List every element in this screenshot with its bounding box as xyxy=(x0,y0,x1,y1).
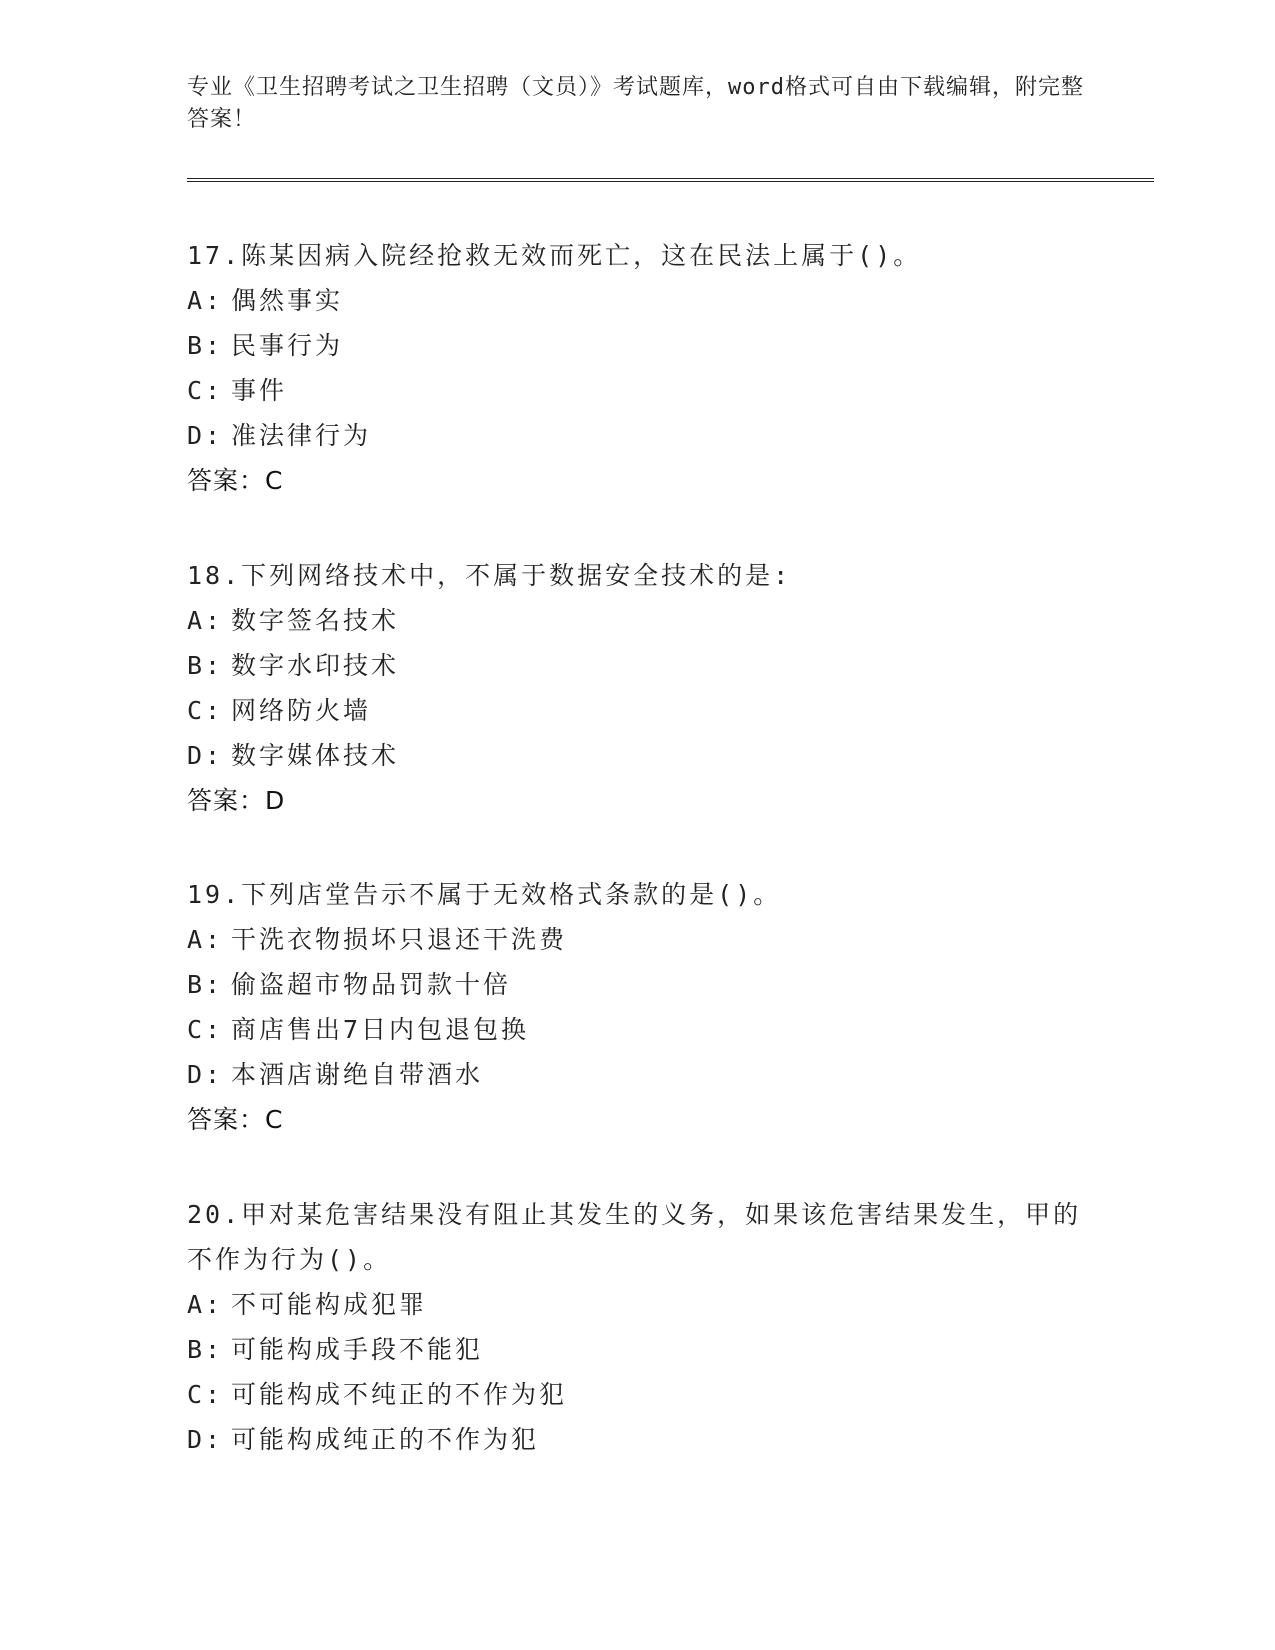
option-text: 干洗衣物损坏只退还干洗费 xyxy=(231,925,568,954)
option-text: 网络防火墙 xyxy=(231,696,372,725)
answer-line: 答案：C xyxy=(187,466,284,495)
option-key: D: xyxy=(187,421,224,450)
option-key: B: xyxy=(187,331,224,360)
option-c xyxy=(187,688,1087,733)
option-text: 数字媒体技术 xyxy=(231,741,400,770)
option-b xyxy=(187,962,1087,1007)
option-key: D: xyxy=(187,741,224,770)
option-text: 民事行为 xyxy=(231,331,344,360)
question-text: 17.陈某因病入院经抢救无效而死亡，这在民法上属于()。 xyxy=(187,241,922,270)
option-key: C: xyxy=(187,376,224,405)
option-key: D: xyxy=(187,1060,224,1089)
option-key: B: xyxy=(187,651,224,680)
header-divider xyxy=(187,178,1154,182)
option-text: 可能构成手段不能犯 xyxy=(231,1335,484,1364)
option-text: 不可能构成犯罪 xyxy=(231,1290,428,1319)
option-c xyxy=(187,368,1087,413)
option-key: A: xyxy=(187,1290,224,1319)
option-a xyxy=(187,598,1087,643)
option-key: D: xyxy=(187,1425,224,1454)
option-b xyxy=(187,1327,1087,1372)
option-a xyxy=(187,278,1087,323)
option-key: C: xyxy=(187,1380,224,1409)
option-text: 本酒店谢绝自带酒水 xyxy=(231,1060,484,1089)
option-key: C: xyxy=(187,1015,224,1044)
option-text: 可能构成不纯正的不作为犯 xyxy=(231,1380,568,1409)
option-text: 偷盗超市物品罚款十倍 xyxy=(231,970,512,999)
option-d xyxy=(187,413,1087,458)
option-key: C: xyxy=(187,696,224,725)
option-a xyxy=(187,917,1087,962)
option-text: 数字水印技术 xyxy=(231,651,400,680)
question-text: 19.下列店堂告示不属于无效格式条款的是()。 xyxy=(187,880,782,909)
question-20 xyxy=(187,1192,1087,1462)
question-19 xyxy=(187,872,1087,1142)
option-a xyxy=(187,1282,1087,1327)
answer-line: 答案：D xyxy=(187,786,286,815)
option-b xyxy=(187,323,1087,368)
option-d xyxy=(187,1417,1087,1462)
option-b xyxy=(187,643,1087,688)
question-18 xyxy=(187,553,1087,823)
option-text: 数字签名技术 xyxy=(231,606,400,635)
option-text: 可能构成纯正的不作为犯 xyxy=(231,1425,540,1454)
option-key: B: xyxy=(187,970,224,999)
option-d xyxy=(187,1052,1087,1097)
option-key: A: xyxy=(187,925,224,954)
option-text: 偶然事实 xyxy=(231,286,344,315)
option-text: 准法律行为 xyxy=(231,421,372,450)
question-text: 18.下列网络技术中，不属于数据安全技术的是: xyxy=(187,561,792,590)
option-key: B: xyxy=(187,1335,224,1364)
option-text: 事件 xyxy=(231,376,288,405)
question-17 xyxy=(187,233,1087,503)
option-text: 商店售出7日内包退包换 xyxy=(231,1015,530,1044)
answer-line: 答案：C xyxy=(187,1105,284,1134)
option-key: A: xyxy=(187,286,224,315)
question-text: 20.甲对某危害结果没有阻止其发生的义务，如果该危害结果发生，甲的不作为行为()。 xyxy=(187,1200,1082,1274)
option-c xyxy=(187,1007,1087,1052)
option-key: A: xyxy=(187,606,224,635)
option-c xyxy=(187,1372,1087,1417)
page-header: 专业《卫生招聘考试之卫生招聘（文员）》考试题库，word格式可自由下载编辑，附完整答案！ xyxy=(187,75,1084,132)
option-d xyxy=(187,733,1087,778)
